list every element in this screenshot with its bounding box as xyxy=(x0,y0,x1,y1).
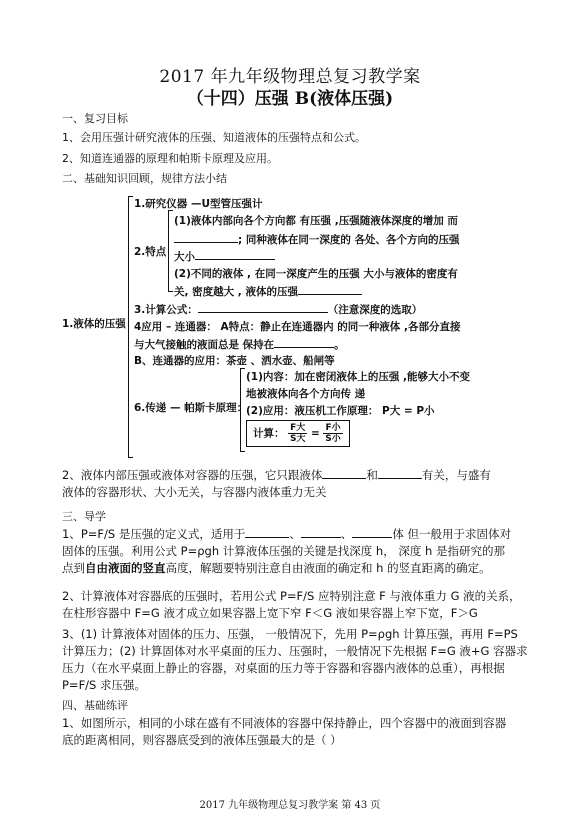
tree-node-pascal: 6.传递 — 帕斯卡原理： xyxy=(134,402,248,414)
page-title: 2017 年九年级物理总复习教学案 xyxy=(159,67,421,87)
tree-node-instrument: 1.研究仪器 —U型管压强计 xyxy=(134,198,263,210)
page-footer: 2017 九年级物理总复习教学案 第 43 页 xyxy=(199,800,381,811)
blank[interactable] xyxy=(378,467,422,479)
tree-brace-features xyxy=(168,210,173,292)
section-heading-practice: 四、基础练评 xyxy=(62,699,128,712)
pascal-application: (2)应用：液压机工作原理： P大 = P小 xyxy=(246,405,435,417)
tree-root: 1.液体的压强 xyxy=(62,318,126,330)
feature-1-line2: ; 同种液体在同一深度的 各处、各个方向的压强 xyxy=(174,231,460,247)
blank[interactable] xyxy=(174,231,238,243)
goal-item-1: 1、会用压强计研究液体的压强、知道液体的压强特点和公式。 xyxy=(62,131,366,144)
page-subtitle: （十四）压强 B(液体压强) xyxy=(186,89,394,109)
blank[interactable] xyxy=(301,526,341,538)
blank[interactable] xyxy=(198,301,328,313)
exercise-1: 1、如图所示，相同的小球在盛有不同液体的容器中保持静止，四个容器中的液面到容器 底的距离相同，则容器底受到的液体压强最大的是（ ） xyxy=(62,716,507,747)
tree-node-formula: 3.计算公式： （注意深度的选取） xyxy=(134,301,422,317)
fraction-large: $\frac{\text{F大}}{\text{S大}}$ xyxy=(289,423,306,444)
blank[interactable] xyxy=(245,526,289,538)
pascal-formula-box: 计算： $\frac{\text{F大}}{\text{S大}}$ = $\frac{\text{F小}}{\text{S小}}$ xyxy=(246,420,350,447)
pascal-content-1: (1)内容：加在密闭液体上的压强 ,能够大小不变 xyxy=(246,371,471,383)
blank[interactable] xyxy=(298,283,362,295)
pascal-content-2: 地被液体向各个方向传 递 xyxy=(246,388,366,400)
blank[interactable] xyxy=(195,248,275,260)
section-heading-review: 二、基础知识回顾，规律方法小结 xyxy=(62,172,227,185)
blank[interactable] xyxy=(352,526,392,538)
fraction-small: $\frac{\text{F小}}{\text{S小}}$ xyxy=(325,423,341,444)
paragraph-2: 2、液体内部压强或液体对容器的压强，它只跟液体 和 有关，与盛有 液体的容器形状、大小无关，与容器内液体重力无关 xyxy=(62,468,491,499)
goal-item-2: 2、知道连通器的原理和帕斯卡原理及应用。 xyxy=(62,152,278,165)
feature-1-line3: 大小 xyxy=(174,248,275,264)
feature-2-line2: 关, 密度越大 , 液体的压强 xyxy=(174,283,362,299)
tree-node-connector-apps: B、连通器的应用：茶壶 、洒水壶、船闸等 xyxy=(134,355,335,367)
feature-2-line1: (2)不同的液体 , 在同一深度产生的压强 大小与液体的密度有 xyxy=(174,268,458,280)
tree-node-connector-2: 与大气接触的液面总是 保持在 。 xyxy=(134,336,345,352)
section-heading-goals: 一、复习目标 xyxy=(62,112,128,125)
guide-1: 1、P=F/S 是压强的定义式，适用于 、 、 体 但一般用于求固体对 固体的压强。利用公式 P=ρgh 计算液体压强的关键是找深度 h， 深度 h 是指研究的那 点到自由液面的竖直高度，解题要特别注意自由液面的确定和 h 的竖直距离的确定。 xyxy=(62,527,511,575)
feature-1-line1: (1)液体内部向各个方向都 有压强 ,压强随液体深度的增加 而 xyxy=(174,215,458,227)
guide-2: 2、计算液体对容器底的压强时，若用公式 P=F/S 应特别注意 F 与液体重力 G 液的关系， 在柱形容器中 F=G 液才成立如果容器上宽下窄 F＜G 液如果容器上窄下宽，F＞G xyxy=(62,589,521,620)
tree-node-features: 2.特点 xyxy=(134,246,167,258)
blank[interactable] xyxy=(322,467,366,479)
section-heading-guide: 三、导学 xyxy=(62,510,106,523)
tree-brace-main xyxy=(128,196,133,458)
guide-3: 3、(1) 计算液体对固体的压力、压强， 一般情况下，先用 P=ρgh 计算压强，再用 F=PS 计算压力；(2) 计算固体对水平桌面的压力、压强时，一般情况下先根据 F=G 液+G 容器求 压力（在水平桌面上静止的容器，对桌面的压力等于容器和容器内液体的总重），再根据 P=F/S 求压强。 xyxy=(62,627,528,692)
tree-node-connector-1: 4应用 – 连通器： A特点：静止在连通器内 的同一种液体 ,各部分直接 xyxy=(134,321,461,333)
blank[interactable] xyxy=(274,336,334,348)
